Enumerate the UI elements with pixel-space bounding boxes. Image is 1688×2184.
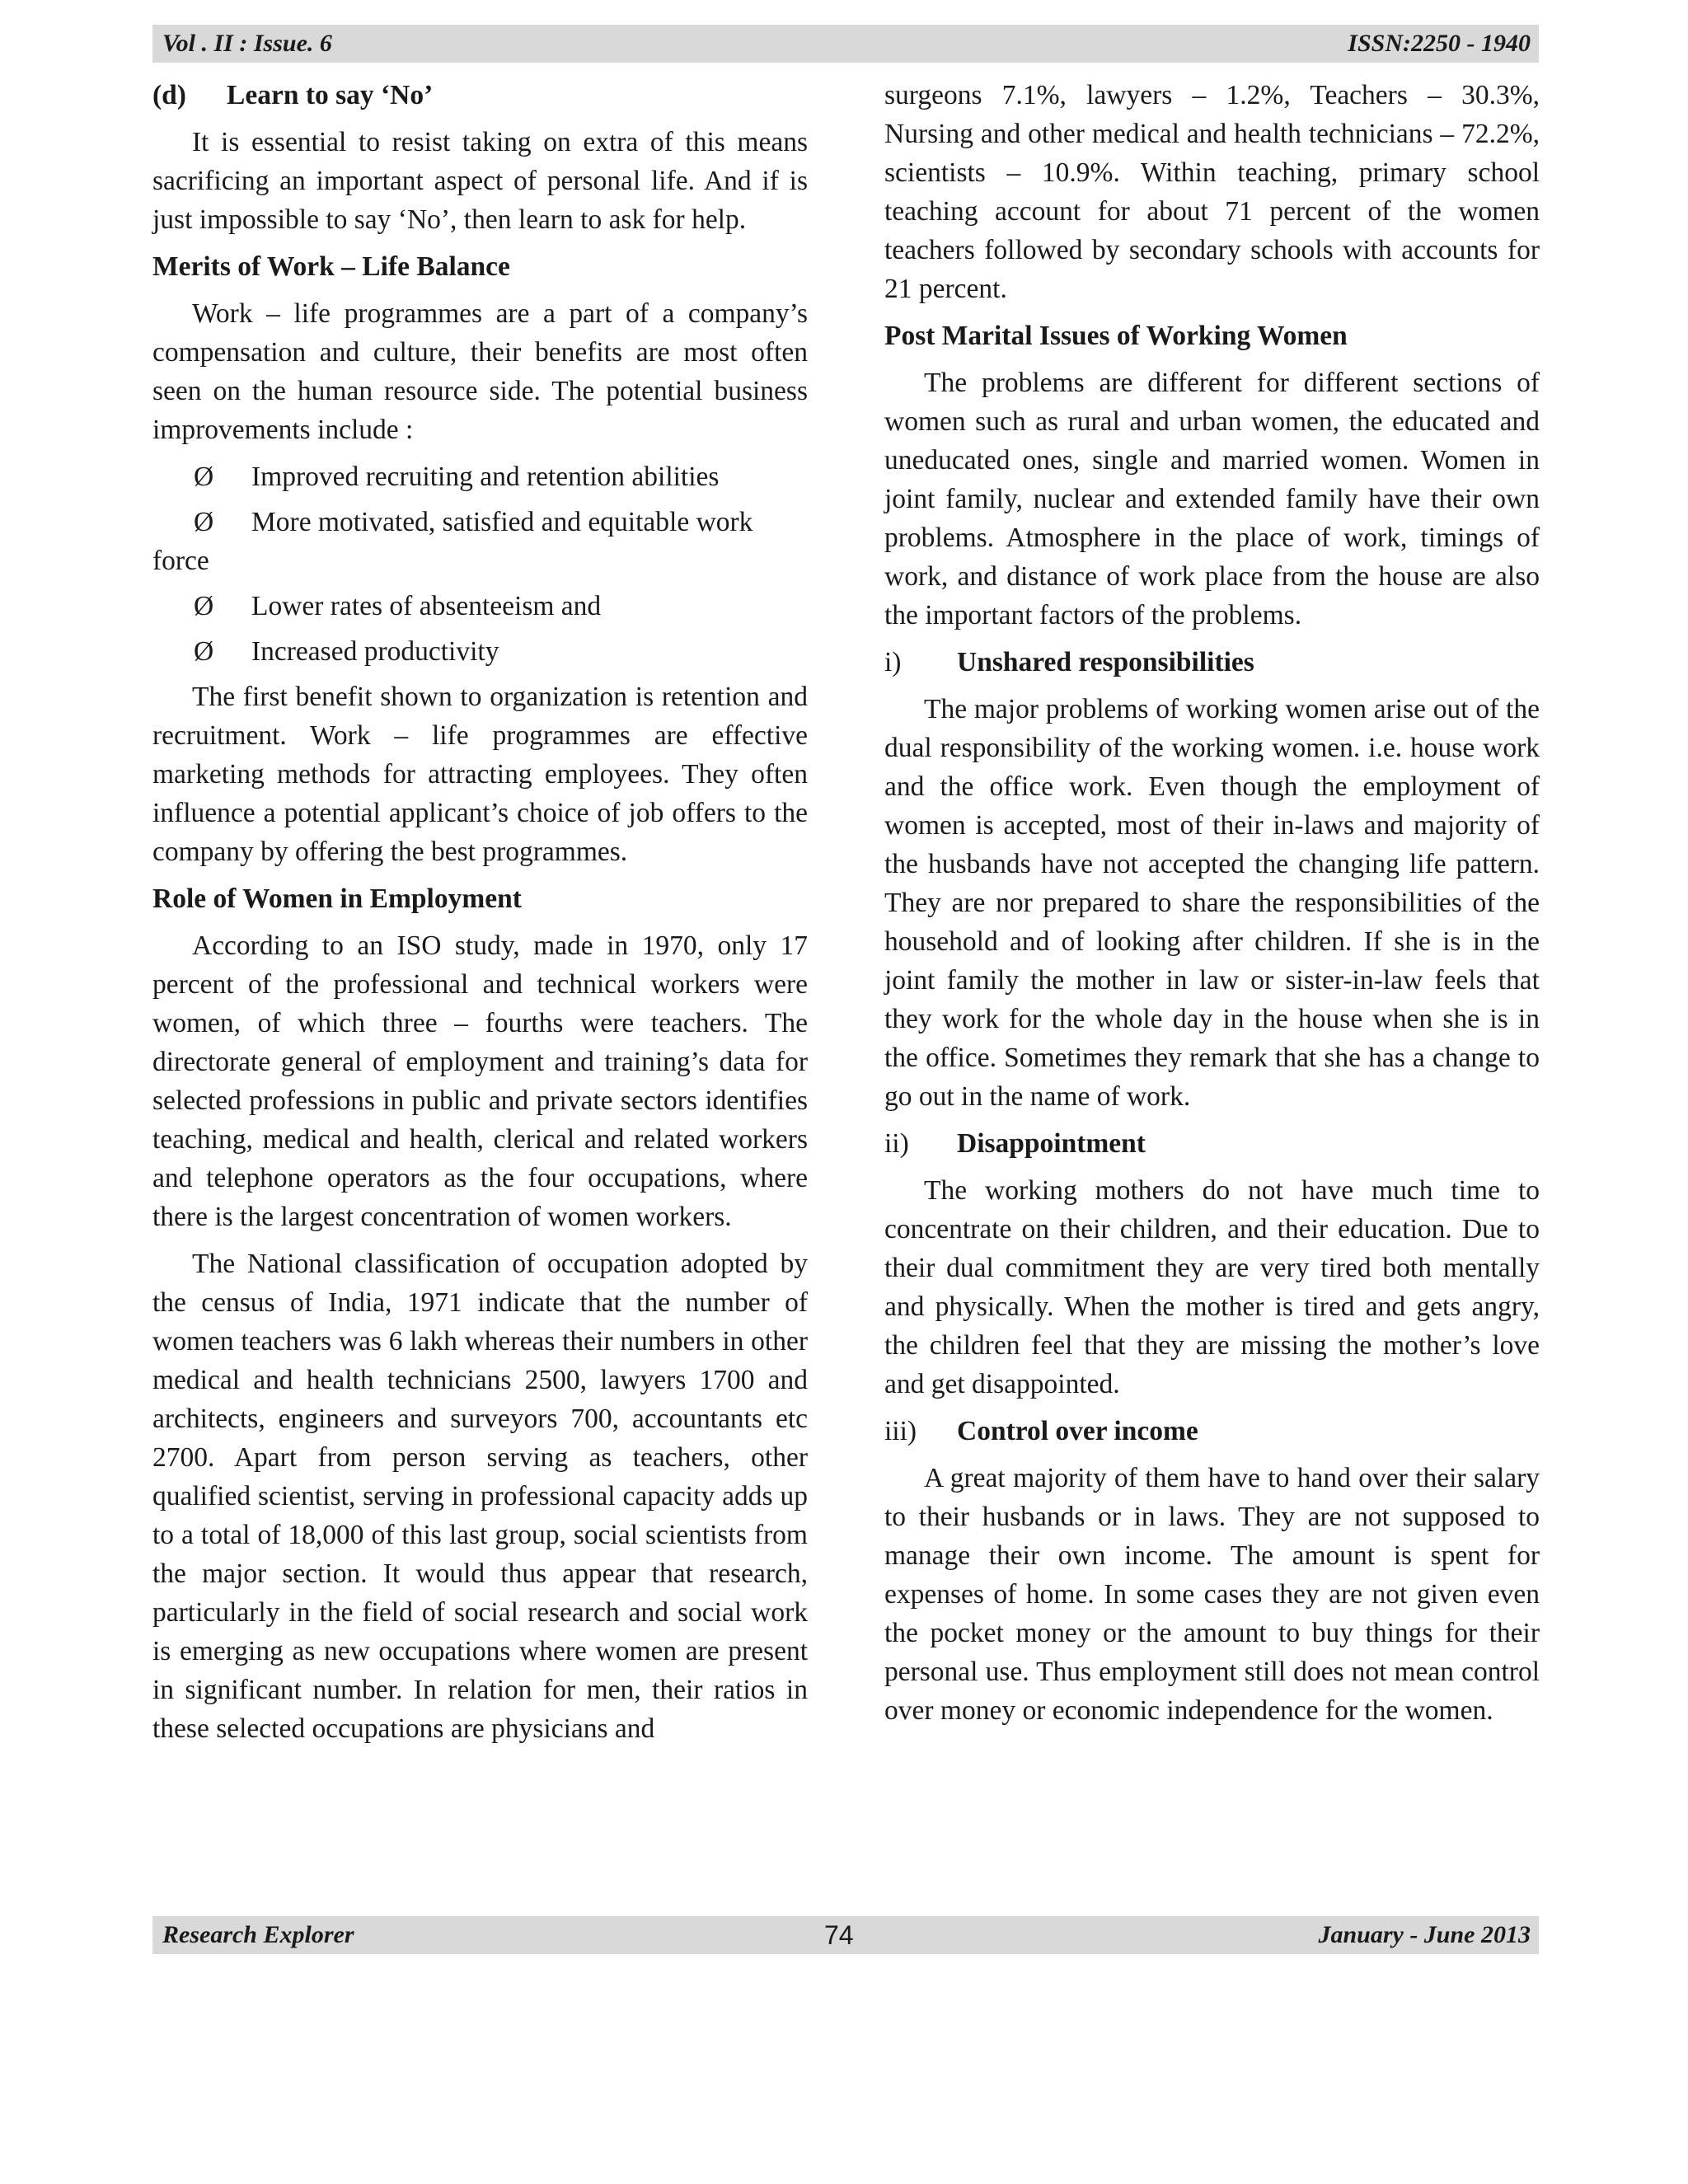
bullet-symbol: Ø xyxy=(194,636,214,667)
bullet-item xyxy=(152,457,808,496)
disappointment-marker: ii) xyxy=(884,1128,909,1159)
section-d-paragraph: It is essential to resist taking on extra of this means sacrificing an important aspect of personal life. And if is just impossible to say ‘No’, then learn to ask for help. xyxy=(152,127,808,235)
disappointment-paragraph: The working mothers do not have much time to concentrate on their children, and their education. Due to their dual commitment they are very tired both mentally and physically. When the mother is tired and gets angry, the children feel that they are missing the mother’s love and get disappointed. xyxy=(884,1175,1540,1399)
unshared-heading xyxy=(884,643,1540,682)
disappointment-title: Disappointment xyxy=(957,1128,1146,1159)
issue-period: January - June 2013 xyxy=(1318,1921,1531,1948)
bullet-symbol: Ø xyxy=(194,507,214,537)
left-column xyxy=(152,76,808,1756)
role-paragraph-2: The National classification of occupation adopted by the census of India, 1971 indicate that the number of women teachers was 6 lakh whereas their numbers in other medical and health technicians 2500, lawyers 1700 and architects, engineers and surveyors 700, accountants etc 2700. Apart from person serving as teachers, other qualified scientist, serving in professional capacity adds up to a total of 18,000 of this last group, social scientists from the major section. It would thus appear that research, particularly in the field of social research and social work is emerging as new occupations where women are present in significant number. In relation for men, their ratios in these selected occupations are physicians and xyxy=(152,1249,808,1744)
bullet-text: More motivated, satisfied and equitable work force xyxy=(152,507,753,576)
role-paragraph-1: According to an ISO study, made in 1970, only 17 percent of the professional and technical workers were women, of which three – fourths were teachers. The directorate general of employment and training’s data for selected professions in public and private sectors identifies teaching, medical and health, clerical and related workers and telephone operators as the four occupations, where there is the largest concentration of women workers. xyxy=(152,930,808,1232)
bullet-text: Lower rates of absenteeism and xyxy=(251,591,602,621)
control-marker: iii) xyxy=(884,1416,917,1446)
control-paragraph: A great majority of them have to hand over their salary to their husbands or in laws. They are not supposed to manage their own income. The amount is spent for expenses of home. In some cases they are not given even the pocket money or the amount to buy things for their personal use. Thus employment still does not mean control over money or economic independence for the women. xyxy=(884,1463,1540,1726)
control-title: Control over income xyxy=(957,1416,1198,1446)
journal-name: Research Explorer xyxy=(162,1921,354,1948)
unshared-title: Unshared responsibilities xyxy=(957,647,1254,677)
bullet-symbol: Ø xyxy=(194,591,214,621)
control-heading xyxy=(884,1412,1540,1451)
section-d-marker: (d) xyxy=(152,80,186,110)
disappointment-heading xyxy=(884,1124,1540,1163)
merits-heading: Merits of Work – Life Balance xyxy=(152,251,510,282)
post-marital-heading: Post Marital Issues of Working Women xyxy=(884,321,1348,351)
bullet-item xyxy=(152,587,808,626)
bullet-item xyxy=(152,503,808,580)
merits-paragraph-2: The first benefit shown to organization is retention and recruitment. Work – life programmes are effective marketing methods for attracting employees. They often influence a potential applicant’s choice of job offers to the company by offering the best programmes. xyxy=(152,682,808,867)
section-d-title: Learn to say ‘No’ xyxy=(227,80,434,110)
bullet-text: Increased productivity xyxy=(251,636,499,667)
unshared-paragraph: The major problems of working women arise out of the dual responsibility of the working women. i.e. house work and the office work. Even though the employment of women is accepted, most of their in-laws and majority of the husbands have not accepted the changing life pattern. They are nor prepared to share the responsibilities of the household and of looking after children. If she is in the joint family the mother in law or sister-in-law feels that they work for the whole day in the house when she is in the office. Sometimes they remark that she has a change to go out in the name of work. xyxy=(884,694,1540,1112)
page-number: 74 xyxy=(824,1920,854,1950)
right-column xyxy=(884,76,1540,1738)
issn: ISSN:2250 - 1940 xyxy=(1348,30,1531,57)
unshared-marker: i) xyxy=(884,647,902,677)
section-d-heading xyxy=(152,76,808,115)
running-header xyxy=(152,25,1539,63)
bullet-text: Improved recruiting and retention abilities xyxy=(251,462,720,492)
running-footer xyxy=(152,1916,1539,1954)
bullet-symbol: Ø xyxy=(194,462,214,492)
continuation-paragraph: surgeons 7.1%, lawyers – 1.2%, Teachers – 30.3%, Nursing and other medical and health technicians – 72.2%, scientists – 10.9%. Within teaching, primary school teaching account for about 71 percent of the women teachers followed by secondary schools with accounts for 21 percent. xyxy=(884,80,1540,304)
merits-paragraph: Work – life programmes are a part of a company’s compensation and culture, their benefits are most often seen on the human resource side. The potential business improvements include : xyxy=(152,298,808,445)
volume-issue: Vol . II : Issue. 6 xyxy=(162,30,332,57)
post-marital-paragraph: The problems are different for different sections of women such as rural and urban women, the educated and uneducated ones, single and married women. Women in joint family, nuclear and extended family have their own problems. Atmosphere in the place of work, timings of work, and distance of work place from the house are also the important factors of the problems. xyxy=(884,368,1540,630)
role-heading: Role of Women in Employment xyxy=(152,883,522,914)
bullet-item xyxy=(152,632,808,671)
